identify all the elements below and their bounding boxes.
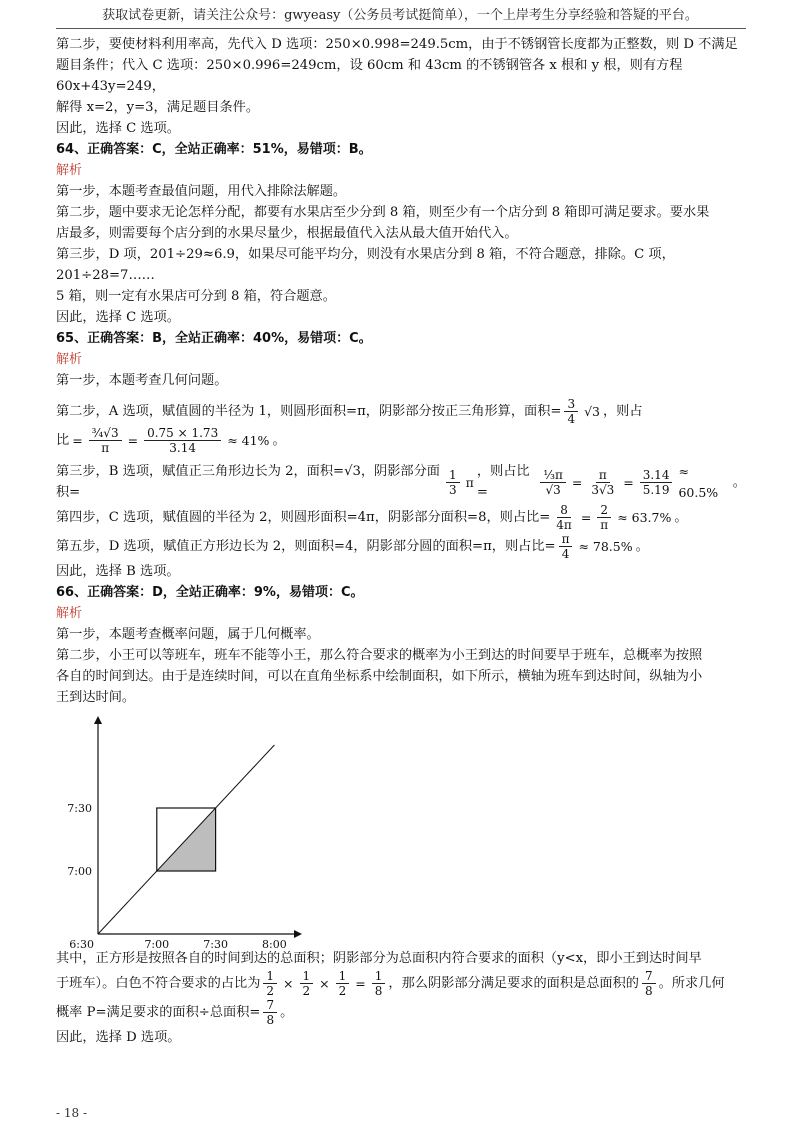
q66-step2c: 王到达时间。 [56, 690, 136, 705]
q65-step3: 第三步，B 选项，赋值正三角形边长为 2，面积=√3，阴影部分面积= $\frac{1}{3}$ π ，则占比= $\frac{\text{⅓π}}{√3}$ = $\frac{\pi}{3√3}$ = $\frac{3.14}{5.19}$ ≈ 60.5% 。 [56, 464, 746, 500]
q66-step3c: 概率 P=满足要求的面积÷总面积= $\frac{7}{8}$ 。 [56, 998, 294, 1027]
diagonal-line [98, 745, 274, 934]
q65-step5: 第五步，D 选项，赋值正方形边长为 2，则面积=4，阴影部分圆的面积=π，则占比= $\frac{\pi}{4}$ ≈ 78.5% 。 [56, 532, 649, 561]
x-tick-label: 6:30 [69, 938, 94, 948]
q64-step3a: 第三步，D 项，201÷29≈6.9，如果尽可能平均分，则没有水果店分到 8 箱，不符合题意，排除。C 项，201÷28=7…… [56, 247, 675, 283]
q66-step3a: 其中，正方形是按照各自的时间到达的总面积；阴影部分为总面积内符合要求的面积（y<x，即小王到达时间早 [56, 951, 702, 966]
q66-answer: 66、正确答案：D，全站正确率：9%，易错项：C。 [56, 585, 364, 600]
q64-step3b: 5 箱，则一定有水果店可分到 8 箱，符合题意。 [56, 289, 336, 304]
q65-step2: 第二步，A 选项，赋值圆的半径为 1，则圆形面积=π，阴影部分按正三角形算，面积= $\frac{3}{4}$ √3 ，则占 [56, 397, 643, 426]
q66-step1: 第一步，本题考查概率问题，属于几何概率。 [56, 627, 320, 642]
y-tick-label: 7:30 [67, 802, 92, 815]
q64-jiexi-label: 解析 [56, 163, 83, 178]
q65-step4: 第四步，C 选项，赋值圆的半径为 2，则圆形面积=4π，阴影部分面积=8，则占比= $\frac{8}{4\pi}$ = $\frac{2}{\pi}$ ≈ 63.7% 。 [56, 503, 688, 532]
page-header: 获取试卷更新，请关注公众号：gwyeasy（公务员考试挺简单），一个上岸考生分享经验和答疑的平台。 [102, 8, 698, 23]
q65-answer: 65、正确答案：B，全站正确率：40%，易错项：C。 [56, 331, 372, 346]
q64-conclusion: 因此，选择 C 选项。 [56, 310, 180, 325]
q64-step2b: 店最多，则需要每个店分到的水果尽量少，根据最值代入法从最大值开始代入。 [56, 226, 518, 241]
q65-step1: 第一步，本题考查几何问题。 [56, 373, 228, 388]
page-number: - 18 - [56, 1106, 88, 1120]
q66-conclusion: 因此，选择 D 选项。 [56, 1030, 181, 1045]
q63-line3: 解得 x=2，y=3，满足题目条件。 [56, 100, 260, 115]
q65-step2-ratio: 比 = $\frac{\text{¾√3}}{\pi}$ = $\frac{0.75 \times 1.73}{3.14}$ ≈ 41% 。 [56, 426, 286, 455]
probability-chart-svg [56, 712, 316, 948]
q64-step2a: 第二步，题中要求无论怎样分配，都要有水果店至少分到 8 箱，则至少有一个店分到 8 箱即可满足要求。要水果 [56, 205, 710, 220]
probability-chart [56, 712, 746, 948]
q65-step2-text: 第二步，A 选项，赋值圆的半径为 1，则圆形面积=π，阴影部分按正三角形算，面积= [56, 404, 562, 419]
document-body [56, 34, 746, 1048]
y-axis-arrow [94, 716, 102, 724]
q65-step2-fraction: $\frac{3}{4}$ [564, 397, 578, 426]
x-tick-label: 8:00 [262, 938, 287, 948]
x-tick-label: 7:00 [144, 938, 170, 948]
q63-line1: 第二步，要使材料利用率高，先代入 D 选项：250×0.998=249.5cm，由于不锈钢管长度都为正整数，则 D 不满足 [56, 37, 738, 52]
header-rule [56, 28, 746, 29]
x-tick-label: 7:30 [203, 938, 228, 948]
y-tick-label: 7:00 [67, 865, 92, 878]
q66-step3b: 于班车）。白色不符合要求的占比为 $\frac{1}{2}$ × $\frac{1}{2}$ × $\frac{1}{2}$ = $\frac{1}{8}$ ，那么阴影部分满足要求的面积是总面积的 $\frac{7}{8}$ 。所求几何 [56, 969, 725, 998]
q64-step1: 第一步，本题考查最值问题，用代入排除法解题。 [56, 184, 347, 199]
q65-jiexi-label: 解析 [56, 352, 83, 367]
q63-conclusion: 因此，选择 C 选项。 [56, 121, 180, 136]
q65-conclusion: 因此，选择 B 选项。 [56, 564, 180, 579]
x-axis-arrow [294, 930, 302, 938]
q66-step2b: 各自的时间到达。由于是连续时间，可以在直角坐标系中绘制面积，如下所示，横轴为班车到达时间，纵轴为小 [56, 669, 703, 684]
q66-step2a: 第二步，小王可以等班车，班车不能等小王，那么符合要求的概率为小王到达的时间要早于班车，总概率为按照 [56, 648, 703, 663]
q66-jiexi-label: 解析 [56, 606, 83, 621]
q64-answer: 64、正确答案：C，全站正确率：51%，易错项：B。 [56, 142, 372, 157]
q63-line2: 题目条件；代入 C 选项：250×0.996=249cm，设 60cm 和 43cm 的不锈钢管各 x 根和 y 根，则有方程 60x+43y=249， [56, 58, 683, 94]
